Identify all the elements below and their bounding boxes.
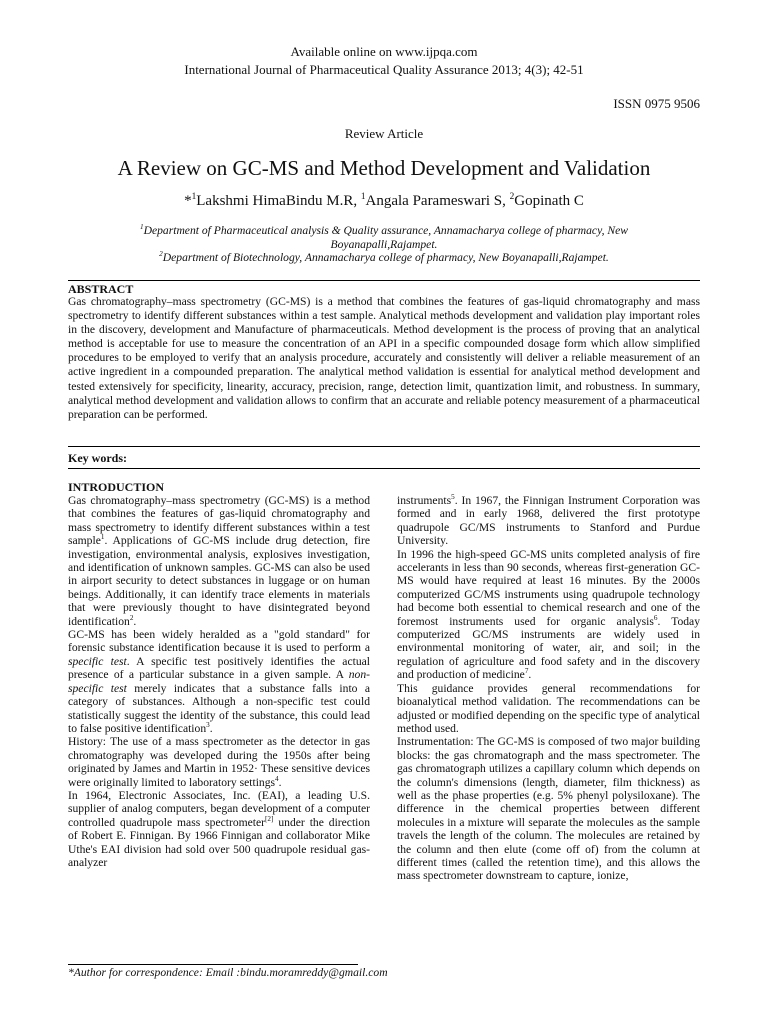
guidance-paragraph: This guidance provides general recommendations for bioanalytical method validation. The recommendations can be adjusted or modified depending on the specific type of analytical method used. [397,681,700,735]
footnote-rule [68,964,358,965]
abstract-bottom-rule [68,446,700,447]
history-paragraph: History: The use of a mass spectrometer as the detector in gas chromatography was developed during the 1950s after being originated by James and Martin in 1952· These sensitive devices were originally limited to laboratory settings$^4$. [68,735,370,789]
author-list [0,193,768,210]
left-column [68,481,370,869]
keywords-rule [68,468,700,469]
highspeed-paragraph: In 1996 the high-speed GC-MS units completed analysis of fire accelerants in less than 90 seconds, whereas first-generation GC-MS would have required at least 16 minutes. By the 2000s computerized GC/MS instruments using quadrupole technology had become both essential to chemical research and one of the foremost instruments used for organic analysis$^6$. Today computerized GC/MS instruments are widely used in environmental monitoring of water, air, and soil; in the regulation of agriculture and food safety and in the discovery and production of medicine$^7$. [397,547,700,682]
article-title: A Review on GC-MS and Method Development and Validation [117,156,651,180]
intro-paragraph-2: GC-MS has been widely heralded as a "gold standard" for forensic substance identification because it is used to perform a specific test. A specific test positively identifies the actual presence of a particular substance in a given sample. A non-specific test merely indicates that a substance falls into a category of substances. Although a non-specific test could statistically suggest the identity of the substance, this could lead to false positive identification$^3$. [68,628,370,735]
instrumentation-paragraph: Instrumentation: The GC-MS is composed of two major building blocks: the gas chromatograph and the mass spectrometer. The gas chromatograph utilizes a capillary column which depends on the column's dimensions (length, diameter, film thickness) as well as the phase properties (e.g. 5% phenyl polysiloxane). The difference in the chemical properties between different molecules in a mixture will separate the molecules as the sample travels the length of the column. The molecules are retained by the column and then elute (come off of) from the column at different times (called the retention time), and this allows the mass spectrometer downstream to capture, ionize, [397,735,700,883]
introduction-heading: INTRODUCTION [68,480,165,494]
right-column [397,494,700,883]
finnigan-paragraph: instruments$^5$. In 1967, the Finnigan Instrument Corporation was formed and in early 1968, delivered the first prototype quadrupole GC/MS instruments to Stanford and Purdue University. [397,493,700,548]
affiliations [0,224,768,265]
keywords-label: Key words: [68,451,127,465]
affiliation-2: $^2$Department of Biotechnology, Annamacharya college of pharmacy, New Boyanapalli,Rajampet. [159,250,609,264]
abstract-heading: ABSTRACT [68,282,134,296]
abstract-text: Gas chromatography–mass spectrometry (GC-MS) is a method that combines the features of gas-liquid chromatography and mass spectrometry to identify different substances within a test sample. Analytical methods development and validation play important roles in the discovery, development and Manufacture of pharmaceuticals. Method development is the process of proving that an analytical method is acceptable for use to measure the concentration of an API in a specific compounded dosage form which allow simplified procedures to be employed to verify that an analysis procedure, accurately and consistently will deliver a reliable measurement of an active ingredient in a compounded preparation. The analytical method validation is essential for analytical method development and tested extensively for specificity, linearity, accuracy, precision, range, detection limit, quantization limit, and robustness. In summary, analytical method development and validation allows to confirm that an accurate and reliable potency measurement of a pharmaceutical preparation can be performed. [68,295,700,421]
available-online-line: Available online on www.ijpqa.com [290,44,478,59]
issn: ISSN 0975 9506 [613,96,700,111]
author-3: $^2$Gopinath C [509,192,584,209]
author-2: $^1$Angala Parameswari S, [360,192,510,209]
article-type: Review Article [344,126,424,141]
correspondence-footnote: *Author for correspondence: Email :bindu.moramreddy@gmail.com [68,966,388,979]
author-1: *$^1$Lakshmi HimaBindu M.R, [184,192,361,209]
abstract-top-rule [68,280,700,281]
affiliation-1: $^1$Department of Pharmaceutical analysis & Quality assurance, Annamacharya college of pharmacy, New Boyanapalli,Rajampet. [140,223,628,251]
eai-paragraph: In 1964, Electronic Associates, Inc. (EAI), a leading U.S. supplier of analog computers, began development of a computer controlled quadrupole mass spectrometer[2] under the direction of Robert E. Finnigan. By 1966 Finnigan and collaborator Mike Uthe's EAI division had sold over 500 quadrupole residual gas-analyzer [68,788,370,869]
intro-paragraph-1: Gas chromatography–mass spectrometry (GC-MS) is a method that combines the features of gas-liquid chromatography and mass spectrometry to identify different substances within a test sample$^1$. Applications of GC-MS include drug detection, fire investigation, environmental analysis, explosives investigation, and identification of unknown samples. GC-MS can also be used in airport security to detect substances in luggage or on human beings. Additionally, it can identify trace elements in materials that were previously thought to have disintegrated beyond identification$^2$. [68,494,370,628]
journal-citation: International Journal of Pharmaceutical Quality Assurance 2013; 4(3); 42-51 [184,62,584,77]
